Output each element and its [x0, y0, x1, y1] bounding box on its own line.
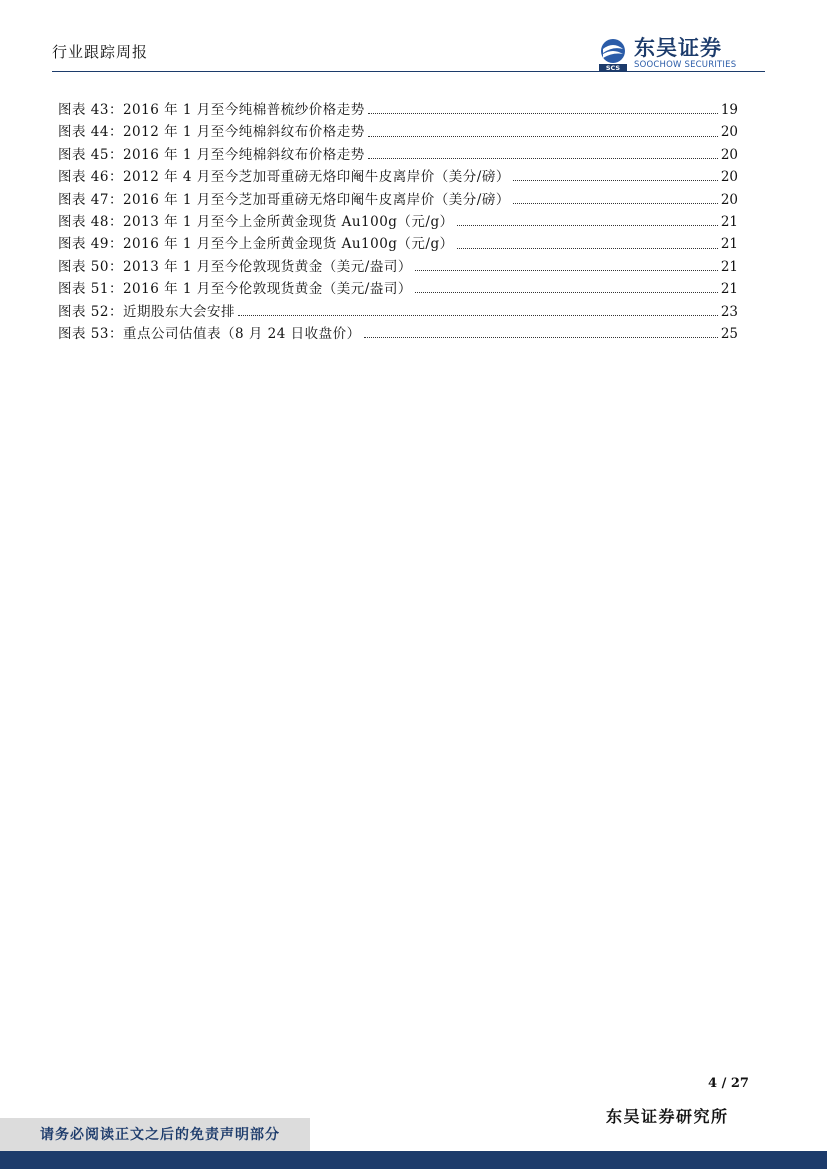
toc-entry-label: 图表 46：2012 年 4 月至今芝加哥重磅无烙印阉牛皮离岸价（美分/磅） [58, 169, 510, 186]
toc-leader-dots [457, 224, 718, 226]
svg-text:SCS: SCS [605, 64, 621, 71]
logo-english-name: SOOCHOW SECURITIES [634, 60, 737, 71]
toc-entry-page: 21 [720, 281, 738, 298]
toc-entry-page: 20 [720, 124, 738, 141]
company-logo [596, 36, 766, 72]
toc-entry[interactable] [58, 255, 738, 277]
toc-entry-label: 图表 49：2016 年 1 月至今上金所黄金现货 Au100g（元/g） [58, 236, 454, 253]
toc-entry[interactable] [58, 188, 738, 210]
toc-entry[interactable] [58, 165, 738, 187]
toc-entry-label: 图表 48：2013 年 1 月至今上金所黄金现货 Au100g（元/g） [58, 213, 454, 230]
soochow-logo-icon [596, 37, 630, 71]
toc-leader-dots [368, 157, 718, 159]
toc-entry-page: 20 [720, 191, 738, 208]
toc-entry[interactable] [58, 210, 738, 232]
table-of-figures [58, 98, 738, 344]
toc-entry-page: 21 [720, 236, 738, 253]
toc-entry-label: 图表 51：2016 年 1 月至今伦敦现货黄金（美元/盎司） [58, 281, 412, 298]
toc-entry-page: 20 [720, 169, 738, 186]
toc-entry-page: 19 [720, 102, 738, 118]
toc-leader-dots [457, 247, 718, 249]
footer-bar [0, 1151, 827, 1169]
page-number: 4 / 27 [708, 1076, 749, 1091]
toc-entry[interactable] [58, 120, 738, 142]
toc-entry[interactable] [58, 98, 738, 120]
toc-entry-label: 图表 53：重点公司估值表（8 月 24 日收盘价） [58, 325, 361, 342]
toc-entry-label: 图表 52：近期股东大会安排 [58, 303, 235, 320]
toc-entry-label: 图表 44：2012 年 1 月至今纯棉斜纹布价格走势 [58, 124, 365, 141]
toc-leader-dots [513, 179, 718, 181]
toc-entry-label: 图表 50：2013 年 1 月至今伦敦现货黄金（美元/盎司） [58, 258, 412, 275]
footer-organization: 东吴证券研究所 [606, 1107, 729, 1126]
logo-chinese-name: 东吴证券 [634, 36, 722, 61]
toc-leader-dots [368, 135, 718, 137]
toc-entry[interactable] [58, 143, 738, 165]
toc-entry-label: 图表 45：2016 年 1 月至今纯棉斜纹布价格走势 [58, 146, 365, 163]
disclaimer-notice: 请务必阅读正文之后的免责声明部分 [40, 1127, 280, 1143]
toc-leader-dots [364, 336, 718, 338]
toc-entry-page: 21 [720, 258, 738, 275]
toc-leader-dots [238, 314, 718, 316]
toc-leader-dots [415, 269, 718, 271]
toc-leader-dots [368, 112, 718, 114]
toc-entry-page: 23 [720, 303, 738, 320]
toc-entry-page: 20 [720, 146, 738, 163]
toc-entry[interactable] [58, 300, 738, 322]
toc-leader-dots [415, 291, 718, 293]
toc-leader-dots [513, 202, 718, 204]
toc-entry-page: 21 [720, 213, 738, 230]
toc-entry-label: 图表 43：2016 年 1 月至今纯棉普梳纱价格走势 [58, 102, 365, 118]
toc-entry-page: 25 [720, 325, 738, 342]
toc-entry[interactable] [58, 277, 738, 299]
toc-entry-label: 图表 47：2016 年 1 月至今芝加哥重磅无烙印阉牛皮离岸价（美分/磅） [58, 191, 510, 208]
report-type-title: 行业跟踪周报 [52, 43, 149, 61]
toc-entry[interactable] [58, 232, 738, 254]
toc-entry[interactable] [58, 322, 738, 344]
